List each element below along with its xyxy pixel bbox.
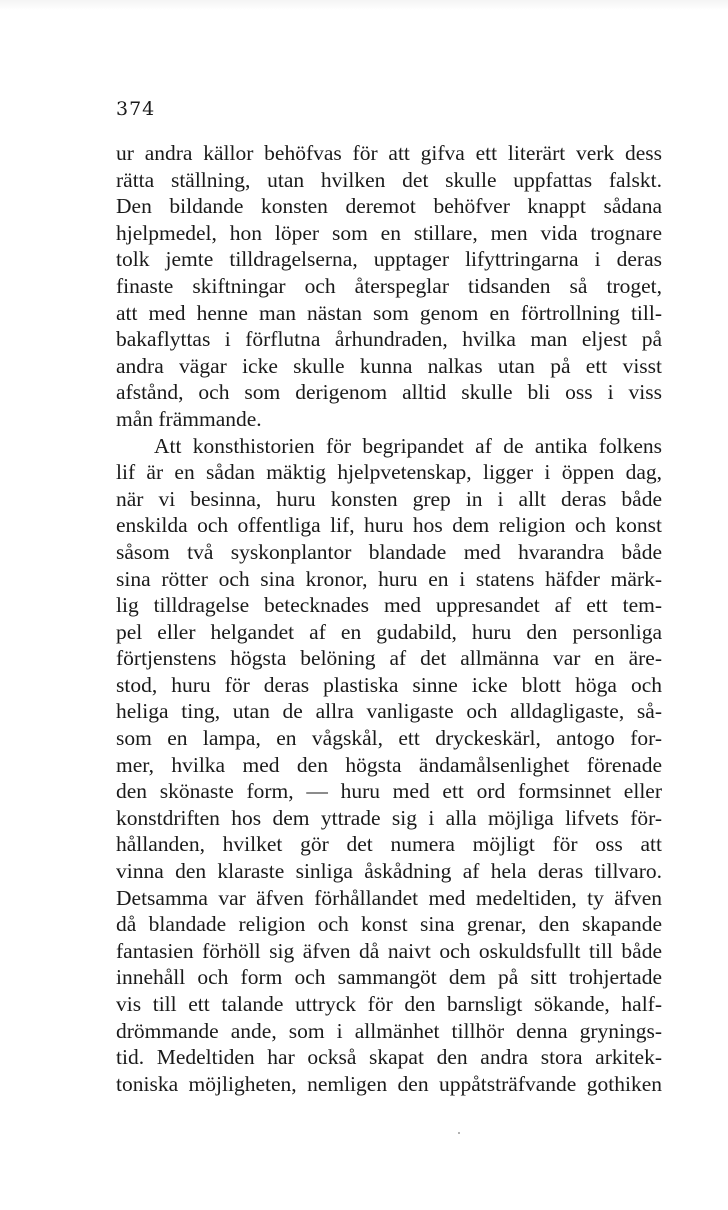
page-top-edge: [0, 0, 728, 10]
text-line: andra vägar icke skulle kunna nalkas utan på ett visst: [116, 353, 662, 378]
text-line: stod, huru för deras plastiska sinne icke blott höga och: [116, 672, 662, 697]
text-line: heliga ting, utan de allra vanligaste och alldagligaste, så-: [116, 699, 662, 724]
text-line: drömmande ande, som i allmänhet tillhör denna grynings-: [116, 1018, 662, 1043]
text-line: konstdriften hos dem yttrade sig i alla möjliga lifvets för-: [116, 805, 662, 830]
paragraph-first-line: Att konsthistorien för begripandet af de antika folkens: [154, 433, 662, 458]
text-line: innehåll och form och sammangöt dem på sitt trohjertade: [116, 965, 662, 990]
text-line: hjelpmedel, hon löper som en stillare, men vida trognare: [116, 220, 662, 245]
text-line: mer, hvilka med den högsta ändamålsenlighet förenade: [116, 752, 662, 777]
scan-speck: [458, 1132, 460, 1134]
page-number: 374: [116, 98, 156, 120]
text-line: finaste skiftningar och återspeglar tidsanden så troget,: [116, 273, 662, 298]
text-line: sina rötter och sina kronor, huru en i statens häfder märk-: [116, 566, 662, 591]
text-line: toniska möjligheten, nemligen den uppåtsträfvande gothiken: [116, 1071, 662, 1096]
text-line: den skönaste form, — huru med ett ord formsinnet eller: [116, 779, 662, 804]
text-line: tolk jemte tilldragelserna, upptager lifyttringarna i deras: [116, 247, 662, 272]
text-line: såsom två syskonplantor blandade med hvarandra både: [116, 539, 662, 564]
text-line: lif är en sådan mäktig hjelpvetenskap, ligger i öppen dag,: [116, 460, 662, 485]
text-line: Detsamma var äfven förhållandet med medeltiden, ty äfven: [116, 885, 662, 910]
text-line: bakaflyttas i förflutna århundraden, hvilka man eljest på: [116, 327, 662, 352]
text-line: rätta ställning, utan hvilken det skulle uppfattas falskt.: [116, 167, 662, 192]
text-line: pel eller helgandet af en gudabild, huru den personliga: [116, 619, 662, 644]
text-line: vis till ett talande uttryck för den barnsligt sökande, half-: [116, 992, 662, 1016]
text-line: vinna den klaraste sinliga åskådning af hela deras tillvaro.: [116, 859, 662, 884]
text-line: förtjenstens högsta belöning af det allmänna var en äre-: [116, 646, 662, 671]
text-line: Den bildande konsten deremot behöfver knappt sådana: [116, 194, 662, 219]
text-line: att med henne man nästan som genom en förtrollning till-: [116, 300, 662, 325]
text-line: enskilda och offentliga lif, huru hos dem religion och konst: [116, 513, 662, 538]
paragraph-end-line: mån främmande.: [116, 406, 262, 431]
text-line: afstånd, och som derigenom alltid skulle bli oss i viss: [116, 380, 662, 405]
text-line: fantasien förhöll sig äfven då naivt och oskuldsfullt till både: [116, 938, 662, 963]
text-line: lig tilldragelse betecknades med uppresandet af ett tem-: [116, 593, 662, 618]
text-line: hållanden, hvilket gör det numera möjligt för oss att: [116, 832, 662, 857]
text-line: när vi besinna, huru konsten grep in i allt deras både: [116, 486, 662, 511]
text-line: som en lampa, en vågskål, ett dryckeskärl, antogo for-: [116, 726, 662, 751]
text-line: tid. Medeltiden har också skapat den andra stora arkitek-: [116, 1045, 662, 1070]
text-line: ur andra källor behöfvas för att gifva ett literärt verk dess: [116, 141, 662, 165]
body-text: [116, 140, 662, 1097]
text-line: då blandade religion och konst sina grenar, den skapande: [116, 912, 662, 937]
